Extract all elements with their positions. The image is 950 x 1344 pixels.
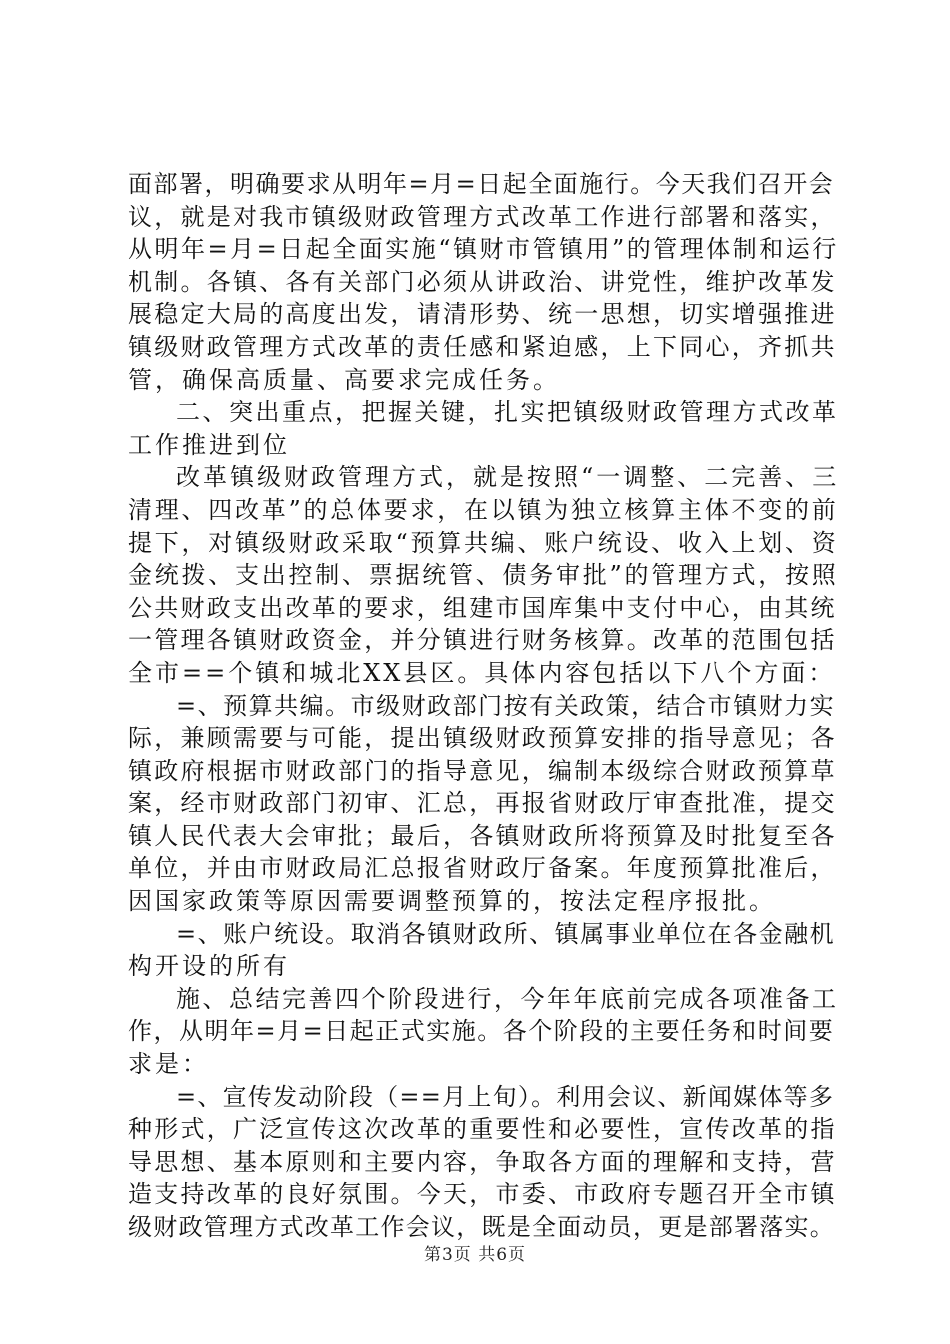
text-line: 全市==个镇和城北XX县区。具体内容包括以下八个方面： bbox=[128, 658, 836, 687]
text-line: 构开设的所有 bbox=[128, 952, 290, 981]
page-number-footer: 第3页 共6页 bbox=[423, 1245, 527, 1265]
text-line: 求是： bbox=[128, 1050, 209, 1079]
text-line: 镇政府根据市财政部门的指导意见，编制本级综合财政预算草 bbox=[128, 756, 837, 785]
section-heading-line: 二、突出重点，把握关键，扎实把镇级财政管理方式改革 bbox=[176, 398, 839, 427]
text-line: 改革镇级财政管理方式，就是按照“一调整、二完善、三 bbox=[176, 463, 840, 492]
text-line: 从明年=月=日起全面实施“镇财市管镇用”的管理体制和运行 bbox=[128, 235, 839, 264]
text-line: 公共财政支出改革的要求，组建市国库集中支付中心，由其统 bbox=[128, 593, 837, 622]
text-line: 金统拨、支出控制、票据统管、债务审批”的管理方式，按照 bbox=[128, 561, 839, 590]
text-line: =、预算共编。市级财政部门按有关政策，结合市镇财力实 bbox=[176, 691, 836, 720]
text-line: 施、总结完善四个阶段进行，今年年底前完成各项准备工 bbox=[176, 984, 839, 1013]
text-line: 一管理各镇财政资金，并分镇进行财务核算。改革的范围包括 bbox=[128, 626, 837, 655]
text-line: 种形式，广泛宣传这次改革的重要性和必要性，宣传改革的指 bbox=[128, 1115, 837, 1144]
text-line: 机制。各镇、各有关部门必须从讲政治、讲党性，维护改革发 bbox=[128, 267, 837, 296]
text-line: =、宣传发动阶段（==月上旬）。利用会议、新闻媒体等多 bbox=[176, 1082, 835, 1111]
text-line: 际，兼顾需要与可能，提出镇级财政预算安排的指导意见；各 bbox=[128, 724, 837, 753]
text-line: 因国家政策等原因需要调整预算的，按法定程序报批。 bbox=[128, 887, 776, 916]
text-line: 造支持改革的良好氛围。今天，市委、市政府专题召开全市镇 bbox=[128, 1180, 837, 1209]
section-heading-line: 工作推进到位 bbox=[128, 430, 290, 459]
text-line: 管，确保高质量、高要求完成任务。 bbox=[128, 365, 560, 394]
text-line: 镇人民代表大会审批；最后，各镇财政所将预算及时批复至各 bbox=[128, 821, 837, 850]
text-line: 作，从明年=月=日起正式实施。各个阶段的主要任务和时间要 bbox=[128, 1017, 835, 1046]
text-line: 提下，对镇级财政采取“预算共编、账户统设、收入上划、资 bbox=[128, 528, 839, 557]
text-line: 面部署，明确要求从明年=月=日起全面施行。今天我们召开会 bbox=[128, 170, 835, 198]
text-line: 案，经市财政部门初审、汇总，再报省财政厅审查批准，提交 bbox=[128, 789, 837, 818]
text-line: 议，就是对我市镇级财政管理方式改革工作进行部署和落实， bbox=[128, 202, 837, 231]
text-line: 级财政管理方式改革工作会议，既是全面动员，更是部署落实。 bbox=[128, 1213, 835, 1241]
document-body bbox=[128, 168, 840, 1244]
text-line: 展稳定大局的高度出发，请清形势、统一思想，切实增强推进 bbox=[128, 300, 837, 329]
text-line: 清理、四改革”的总体要求，在以镇为独立核算主体不变的前 bbox=[128, 495, 839, 524]
text-line: 单位，并由市财政局汇总报省财政厅备案。年度预算批准后， bbox=[128, 854, 837, 883]
text-line: 镇级财政管理方式改革的责任感和紧迫感，上下同心，齐抓共 bbox=[128, 332, 837, 361]
text-line: =、账户统设。取消各镇财政所、镇属事业单位在各金融机 bbox=[176, 919, 836, 948]
text-line: 导思想、基本原则和主要内容，争取各方面的理解和支持，营 bbox=[128, 1147, 837, 1176]
